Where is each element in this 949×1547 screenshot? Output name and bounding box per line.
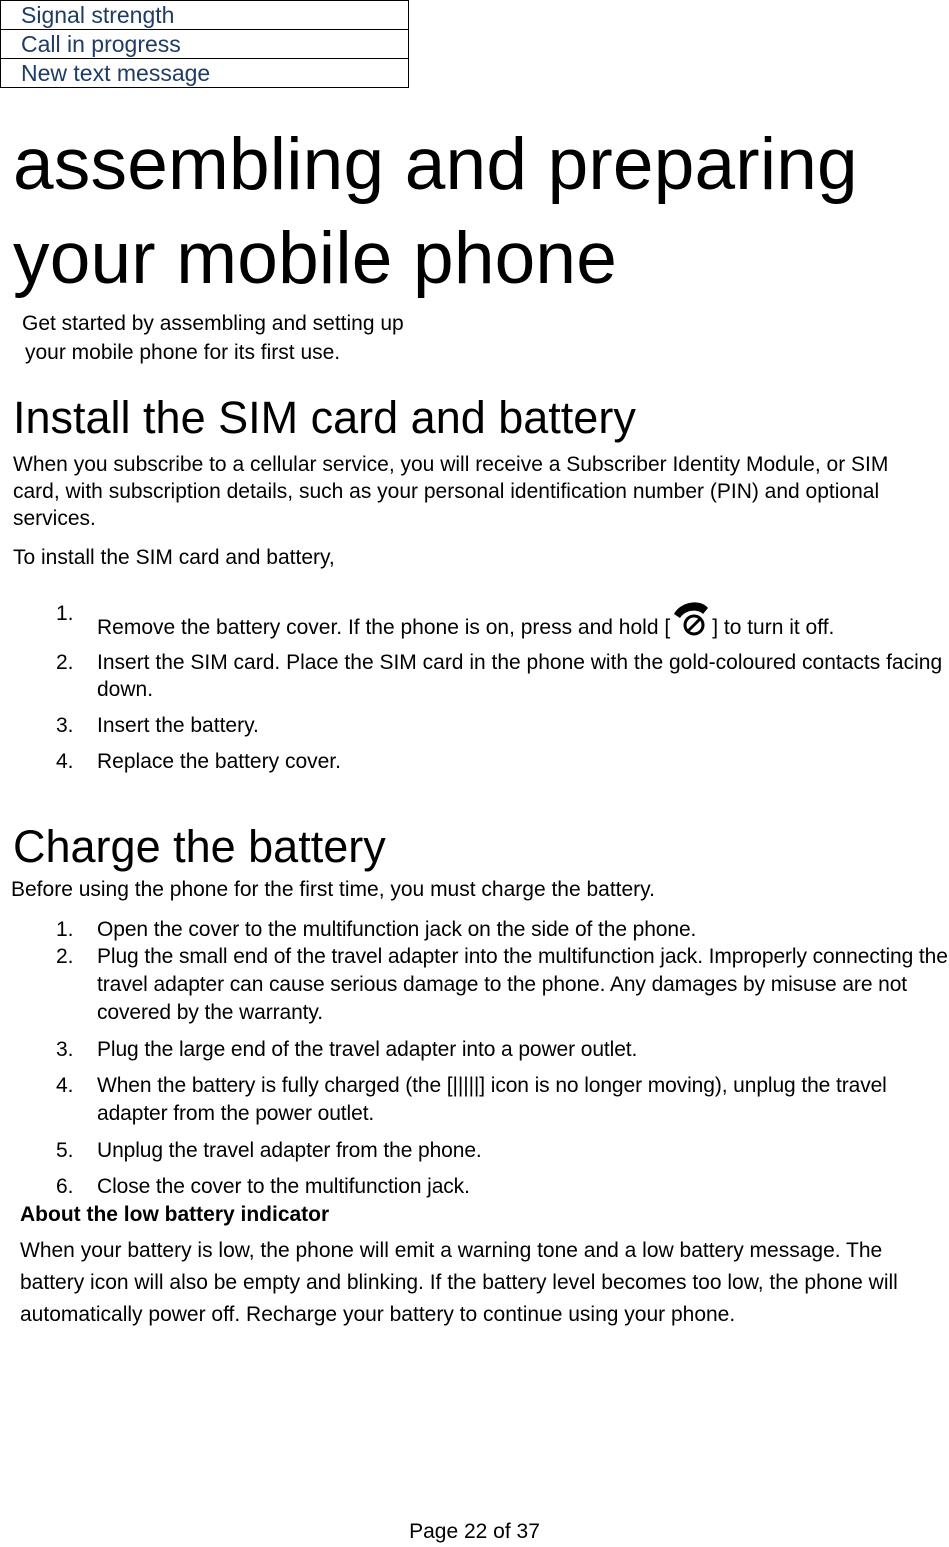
list-item xyxy=(13,748,949,775)
step-number: 3. xyxy=(56,1038,74,1061)
list-item xyxy=(13,1036,949,1063)
step-text: Unplug the travel adapter from the phone. xyxy=(97,1139,482,1162)
step-text: When the battery is fully charged (the [|||||] icon is no longer moving), unplug the travel adapter from the power outlet. xyxy=(97,1074,887,1125)
list-item xyxy=(13,1137,949,1164)
step-text: Open the cover to the multifunction jack on the side of the phone. xyxy=(97,918,697,941)
step-number: 4. xyxy=(56,750,74,773)
status-row: Call in progress xyxy=(1,30,409,59)
step-text: Plug the small end of the travel adapter into the multifunction jack. Improperly connecting the travel adapter can cause serious damage to the phone. Any damages by misuse are not covered by the warranty. xyxy=(97,945,948,1024)
step-number: 2. xyxy=(56,651,74,674)
list-item xyxy=(13,600,949,641)
list-item xyxy=(13,916,949,943)
step-text: Remove the battery cover. If the phone is on, press and hold [ xyxy=(97,616,671,639)
step-text: Insert the SIM card. Place the SIM card in the phone with the gold-coloured contacts facing down. xyxy=(97,651,943,701)
status-row: Signal strength xyxy=(1,1,409,30)
list-item xyxy=(13,1173,949,1200)
step-text: Close the cover to the multifunction jack. xyxy=(97,1175,470,1198)
section-heading-charge: Charge the battery xyxy=(13,821,386,872)
sim-paragraph: When you subscribe to a cellular service, you will receive a Subscriber Identity Module, or SIM card, with subscription details, such as your personal identification number (PIN) and optional services. xyxy=(13,453,889,530)
status-row: New text message xyxy=(1,59,409,88)
step-number: 3. xyxy=(56,714,74,737)
charge-steps xyxy=(13,916,949,1200)
sim-lead: To install the SIM card and battery, xyxy=(13,546,335,569)
low-battery-paragraph: When your battery is low, the phone will emit a warning tone and a low battery message. The battery icon will also be empty and blinking. If the battery level becomes too low, the phone will automatically power off. Recharge your battery to continue using your phone. xyxy=(20,1239,898,1326)
low-battery-heading: About the low battery indicator xyxy=(20,1203,330,1226)
step-number: 1. xyxy=(56,918,74,941)
list-item xyxy=(13,712,949,739)
section-heading-sim: Install the SIM card and battery xyxy=(13,392,636,443)
step-text: Plug the large end of the travel adapter into a power outlet. xyxy=(97,1038,638,1061)
charge-lead: Before using the phone for the first time, you must charge the battery. xyxy=(11,878,655,901)
step-text: ] to turn it off. xyxy=(712,616,835,639)
step-number: 1. xyxy=(56,602,74,625)
intro-line: your mobile phone for its first use. xyxy=(25,341,341,364)
title-line: assembling and preparing xyxy=(13,124,858,205)
step-text: Replace the battery cover. xyxy=(97,750,341,773)
step-number: 4. xyxy=(56,1074,74,1097)
step-number: 5. xyxy=(56,1139,74,1162)
intro-line: Get started by assembling and setting up xyxy=(22,312,404,335)
end-call-icon xyxy=(670,600,712,640)
sim-steps xyxy=(13,600,949,775)
step-number: 2. xyxy=(56,945,74,968)
list-item xyxy=(13,649,949,703)
list-item xyxy=(13,1072,949,1128)
status-icon-table xyxy=(0,0,409,88)
page-title xyxy=(13,118,858,306)
step-number: 6. xyxy=(56,1175,74,1198)
title-line: your mobile phone xyxy=(13,218,618,299)
step-text: Insert the battery. xyxy=(97,714,259,737)
list-item xyxy=(13,943,949,1027)
intro-text xyxy=(22,309,404,367)
page-number: Page 22 of 37 xyxy=(409,1520,540,1543)
